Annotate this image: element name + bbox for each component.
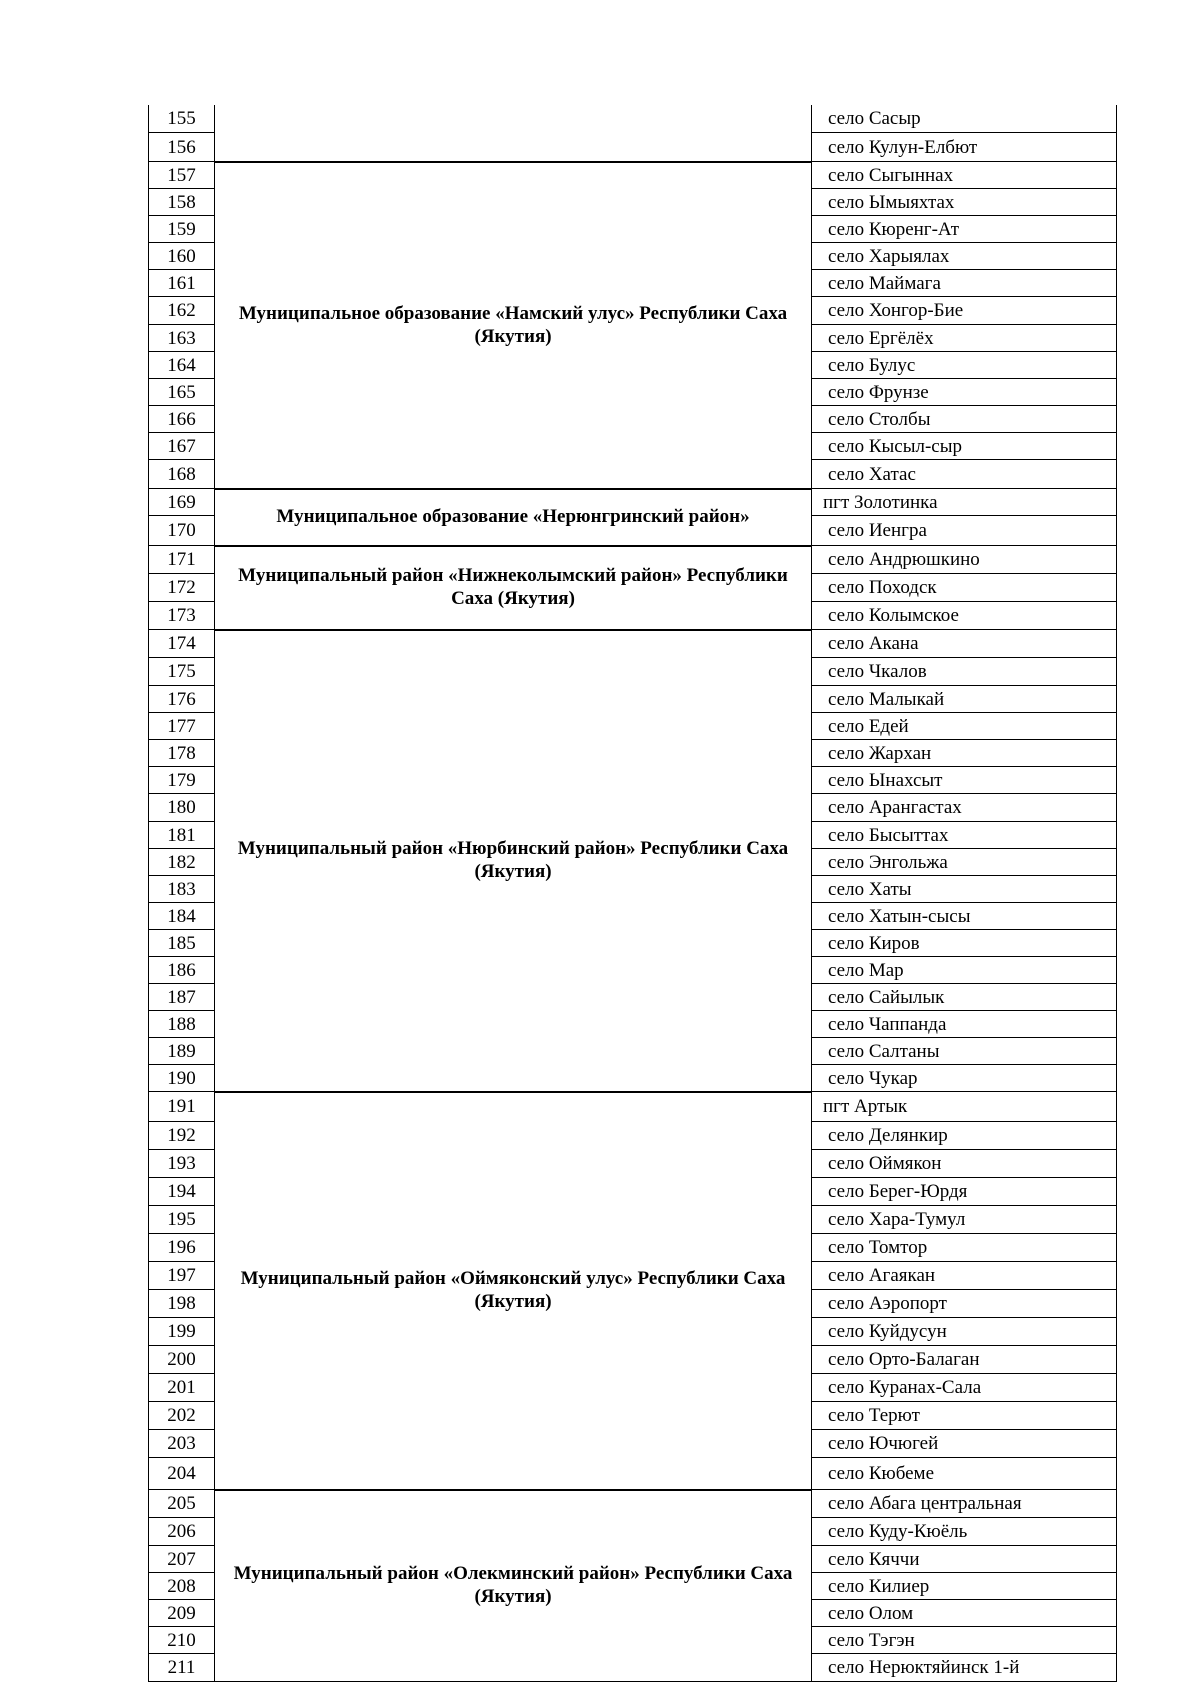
settlement-name: село Колымское <box>811 602 1117 630</box>
settlement-name: село Иенгра <box>811 516 1117 546</box>
row-number: 196 <box>148 1234 215 1262</box>
settlement-name: село Сыгыннах <box>811 162 1117 189</box>
row-number: 208 <box>148 1573 215 1600</box>
settlement-name: село Оймякон <box>811 1150 1117 1178</box>
settlement-name: село Терют <box>811 1402 1117 1430</box>
row-number: 181 <box>148 822 215 849</box>
settlement-name: село Куйдусун <box>811 1318 1117 1346</box>
settlement-name: пгт Золотинка <box>811 489 1117 516</box>
settlement-name: село Кюбеме <box>811 1458 1117 1490</box>
municipality-cell <box>215 105 811 162</box>
row-number: 155 <box>148 105 215 133</box>
settlement-name: село Хатын-сысы <box>811 903 1117 930</box>
settlement-name: село Абага центральная <box>811 1490 1117 1518</box>
row-number: 197 <box>148 1262 215 1290</box>
settlement-name: село Агаякан <box>811 1262 1117 1290</box>
row-number: 158 <box>148 189 215 216</box>
settlement-name: село Кяччи <box>811 1546 1117 1573</box>
settlement-name: село Чаппанда <box>811 1011 1117 1038</box>
row-number: 190 <box>148 1065 215 1092</box>
settlement-name: село Ынахсыт <box>811 767 1117 794</box>
row-number: 174 <box>148 630 215 658</box>
row-number: 175 <box>148 658 215 686</box>
settlement-name: село Куранах-Сала <box>811 1374 1117 1402</box>
row-number: 177 <box>148 713 215 740</box>
settlement-name: село Маймага <box>811 270 1117 297</box>
row-number: 202 <box>148 1402 215 1430</box>
row-number: 182 <box>148 849 215 876</box>
settlement-name: село Килиер <box>811 1573 1117 1600</box>
settlement-name: село Походск <box>811 574 1117 602</box>
row-number: 185 <box>148 930 215 957</box>
row-number: 178 <box>148 740 215 767</box>
row-number: 205 <box>148 1490 215 1518</box>
row-number: 183 <box>148 876 215 903</box>
settlement-name: село Энгольжа <box>811 849 1117 876</box>
settlement-name: село Хонгор-Бие <box>811 297 1117 325</box>
row-number: 206 <box>148 1518 215 1546</box>
row-number: 171 <box>148 546 215 574</box>
municipality-cell: Муниципальный район «Олекминский район» Республики Саха (Якутия) <box>215 1490 811 1682</box>
settlement-name: село Жархан <box>811 740 1117 767</box>
municipality-cell: Муниципальный район «Нюрбинский район» Республики Саха (Якутия) <box>215 630 811 1092</box>
row-number: 195 <box>148 1206 215 1234</box>
municipality-cell: Муниципальный район «Оймяконский улус» Республики Саха (Якутия) <box>215 1092 811 1490</box>
row-number: 169 <box>148 489 215 516</box>
municipality-cell: Муниципальный район «Нижнеколымский район» Республики Саха (Якутия) <box>215 546 811 630</box>
row-number: 162 <box>148 297 215 325</box>
settlement-name: село Бысыттах <box>811 822 1117 849</box>
row-number: 211 <box>148 1654 215 1682</box>
row-number: 192 <box>148 1122 215 1150</box>
settlement-name: село Ергёлёх <box>811 325 1117 352</box>
settlement-name: пгт Артык <box>811 1092 1117 1122</box>
row-number: 163 <box>148 325 215 352</box>
row-number: 180 <box>148 794 215 822</box>
row-number: 199 <box>148 1318 215 1346</box>
settlement-name: село Ючюгей <box>811 1430 1117 1458</box>
settlement-name: село Ымыяхтах <box>811 189 1117 216</box>
municipality-cell: Муниципальное образование «Нерюнгринский район» <box>215 489 811 546</box>
settlement-name: село Столбы <box>811 406 1117 433</box>
row-number: 210 <box>148 1627 215 1654</box>
row-number: 160 <box>148 243 215 270</box>
group-separator <box>148 1091 1117 1092</box>
row-number: 198 <box>148 1290 215 1318</box>
settlement-name: село Хатас <box>811 460 1117 489</box>
row-number: 179 <box>148 767 215 794</box>
settlement-name: село Аэропорт <box>811 1290 1117 1318</box>
settlement-name: село Куду-Кюёль <box>811 1518 1117 1546</box>
row-number: 164 <box>148 352 215 379</box>
municipality-cell: Муниципальное образование «Намский улус» Республики Саха (Якутия) <box>215 162 811 489</box>
row-number: 170 <box>148 516 215 546</box>
settlement-name: село Томтор <box>811 1234 1117 1262</box>
row-number: 200 <box>148 1346 215 1374</box>
settlement-name: село Сайылык <box>811 984 1117 1011</box>
settlement-name: село Кулун-Елбют <box>811 133 1117 162</box>
row-number: 159 <box>148 216 215 243</box>
row-number: 168 <box>148 460 215 489</box>
row-number: 156 <box>148 133 215 162</box>
row-number: 188 <box>148 1011 215 1038</box>
settlement-name: село Мар <box>811 957 1117 984</box>
settlement-name: село Акана <box>811 630 1117 658</box>
row-number: 166 <box>148 406 215 433</box>
row-number: 172 <box>148 574 215 602</box>
row-number: 204 <box>148 1458 215 1490</box>
group-separator <box>148 1489 1117 1490</box>
row-number: 203 <box>148 1430 215 1458</box>
settlement-name: село Харыялах <box>811 243 1117 270</box>
group-separator <box>148 161 1117 162</box>
settlement-name: село Чкалов <box>811 658 1117 686</box>
group-separator <box>148 629 1117 630</box>
settlement-name: село Нерюктяйинск 1-й <box>811 1654 1117 1682</box>
row-number: 201 <box>148 1374 215 1402</box>
settlement-name: село Булус <box>811 352 1117 379</box>
settlement-name: село Берег-Юрдя <box>811 1178 1117 1206</box>
settlement-name: село Хаты <box>811 876 1117 903</box>
settlement-name: село Едей <box>811 713 1117 740</box>
settlement-name: село Тэгэн <box>811 1627 1117 1654</box>
settlement-name: село Хара-Тумул <box>811 1206 1117 1234</box>
settlement-name: село Арангастах <box>811 794 1117 822</box>
row-number: 191 <box>148 1092 215 1122</box>
settlement-name: село Кысыл-сыр <box>811 433 1117 460</box>
row-number: 189 <box>148 1038 215 1065</box>
group-separator <box>148 545 1117 546</box>
row-number: 193 <box>148 1150 215 1178</box>
row-number: 165 <box>148 379 215 406</box>
row-number: 173 <box>148 602 215 630</box>
row-number: 161 <box>148 270 215 297</box>
settlement-name: село Салтаны <box>811 1038 1117 1065</box>
row-number: 194 <box>148 1178 215 1206</box>
settlement-name: село Олом <box>811 1600 1117 1627</box>
settlement-name: село Андрюшкино <box>811 546 1117 574</box>
group-separator <box>148 488 1117 489</box>
settlement-name: село Орто-Балаган <box>811 1346 1117 1374</box>
row-number: 167 <box>148 433 215 460</box>
row-number: 157 <box>148 162 215 189</box>
settlement-name: село Малыкай <box>811 686 1117 713</box>
settlement-name: село Фрунзе <box>811 379 1117 406</box>
row-number: 207 <box>148 1546 215 1573</box>
settlement-name: село Киров <box>811 930 1117 957</box>
settlement-name: село Делянкир <box>811 1122 1117 1150</box>
settlement-name: село Кюренг-Ат <box>811 216 1117 243</box>
row-number: 187 <box>148 984 215 1011</box>
settlement-name: село Чукар <box>811 1065 1117 1092</box>
row-number: 176 <box>148 686 215 713</box>
row-number: 186 <box>148 957 215 984</box>
row-number: 209 <box>148 1600 215 1627</box>
row-number: 184 <box>148 903 215 930</box>
settlement-name: село Сасыр <box>811 105 1117 133</box>
